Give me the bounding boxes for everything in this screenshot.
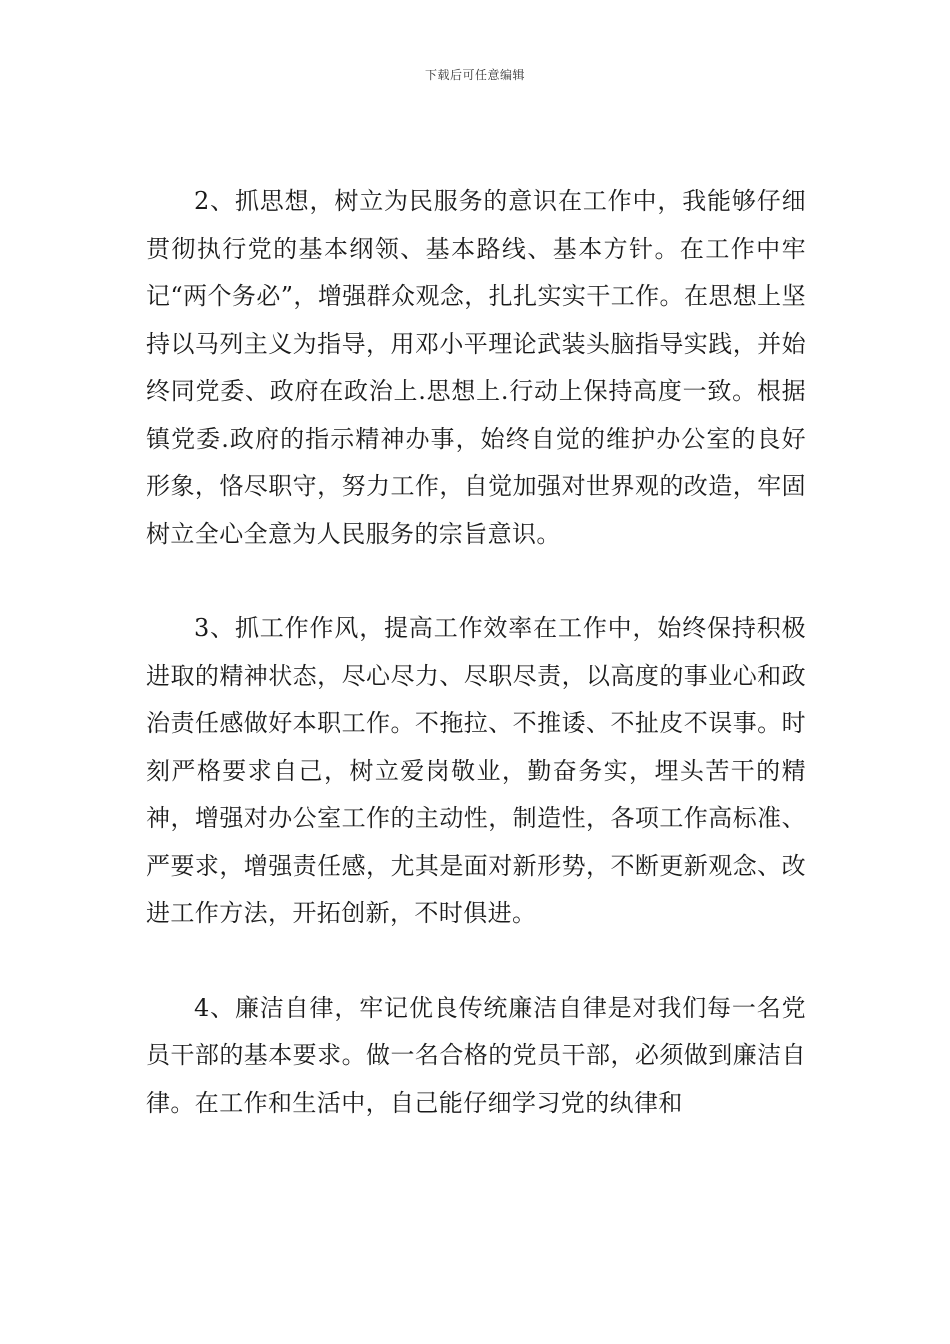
paragraph-2-thought: 2、抓思想，树立为民服务的意识在工作中，我能够仔细贯彻执行党的基本纲领、基本路线、基本方针。在工作中牢记“两个务必”，增强群众观念，扎扎实实干工作。在思想上坚持以马列主义为指导，用邓小平理论武装头脑指导实践，并始终同党委、政府在政治上.思想上.行动上保持高度一致。根据镇党委.政府的指示精神办事，始终自觉的维护办公室的良好形象，恪尽职守，努力工作，自觉加强对世界观的改造，牢固树立全心全意为人民服务的宗旨意识。: [146, 187, 806, 548]
page-header: 下载后可任意编辑: [424, 68, 525, 82]
document-body: [146, 178, 806, 1127]
paragraph-3-work-style: 3、抓工作作风，提高工作效率在工作中，始终保持积极进取的精神状态，尽心尽力、尽职尽责，以高度的事业心和政治责任感做好本职工作。不拖拉、不推诿、不扯皮不误事。时刻严格要求自己，树立爱岗敬业，勤奋务实，埋头苦干的精神，增强对办公室工作的主动性，制造性，各项工作高标准、严要求，增强责任感，尤其是面对新形势，不断更新观念、改进工作方法，开拓创新，不时俱进。: [146, 614, 806, 927]
paragraph-4-integrity: 4、廉洁自律，牢记优良传统廉洁自律是对我们每一名党员干部的基本要求。做一名合格的党员干部，必须做到廉洁自律。在工作和生活中，自己能仔细学习党的纨律和: [146, 993, 806, 1117]
